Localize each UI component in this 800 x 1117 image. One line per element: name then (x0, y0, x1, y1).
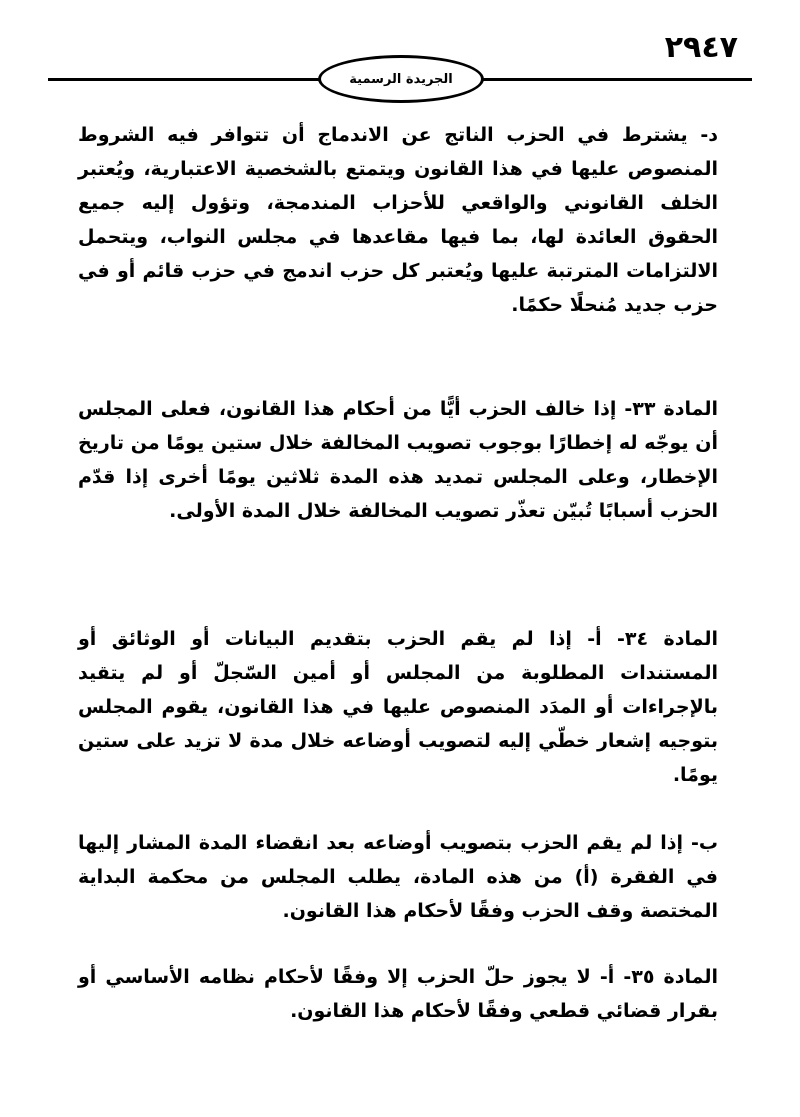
article-34-b (78, 826, 718, 928)
publication-title: الجريدة الرسمية (349, 71, 453, 87)
article-text: لا يجوز حلّ الحزب إلا وفقًا لأحكام نظامه الأساسي أو بقرار قضائي قطعي وفقًا لأحكام هذا القانون. (78, 966, 718, 1022)
paragraph-d (78, 118, 718, 322)
paragraph-lead: ب- (683, 832, 718, 854)
page-number: ٢٩٤٧ (664, 30, 738, 65)
article-35-a (78, 960, 718, 1028)
article-heading: المادة ٣٣- (616, 398, 718, 420)
article-34-a (78, 622, 718, 792)
article-33 (78, 392, 718, 528)
paragraph-lead: د- (687, 124, 718, 146)
article-text: إذا خالف الحزب أيًّا من أحكام هذا القانون، فعلى المجلس أن يوجّه له إخطارًا بوجوب تصويب المخالفة خلال ستين يومًا من تاريخ الإخطار، وعلى المجلس تمديد هذه المدة ثلاثين يومًا أخرى إذا قدّم الحزب أسبابًا تُبيّن تعذّر تصويب المخالفة خلال المدة الأولى. (78, 398, 718, 522)
article-heading: المادة ٣٤- أ- (571, 628, 718, 650)
article-heading: المادة ٣٥- أ- (590, 966, 718, 988)
paragraph-text: يشترط في الحزب الناتج عن الاندماج أن تتوافر فيه الشروط المنصوص عليها في هذا القانون ويتمتع بالشخصية الاعتبارية، ويُعتبر الخلف القانوني والواقعي للأحزاب المندمجة، وتؤول إليه جميع الحقوق العائدة لها، بما فيها مقاعدها في مجلس النواب، ويتحمل الالتزامات المترتبة عليها ويُعتبر كل حزب اندمج في حزب قائم أو في حزب جديد مُنحلًا حكمًا. (78, 124, 718, 316)
article-text: إذا لم يقم الحزب بتقديم البيانات أو الوثائق أو المستندات المطلوبة من المجلس أو أمين السّجلّ أو لم يتقيد بالإجراءات أو المدَد المنصوص عليها في هذا القانون، يقوم المجلس بتوجيه إشعار خطّي إليه لتصويب أوضاعه خلال مدة لا تزيد على ستين يومًا. (78, 628, 718, 786)
publication-badge (318, 55, 484, 103)
paragraph-text: إذا لم يقم الحزب بتصويب أوضاعه بعد انقضاء المدة المشار إليها في الفقرة (أ) من هذه المادة، يطلب المجلس من محكمة البداية المختصة وقف الحزب وفقًا لأحكام هذا القانون. (78, 832, 718, 922)
